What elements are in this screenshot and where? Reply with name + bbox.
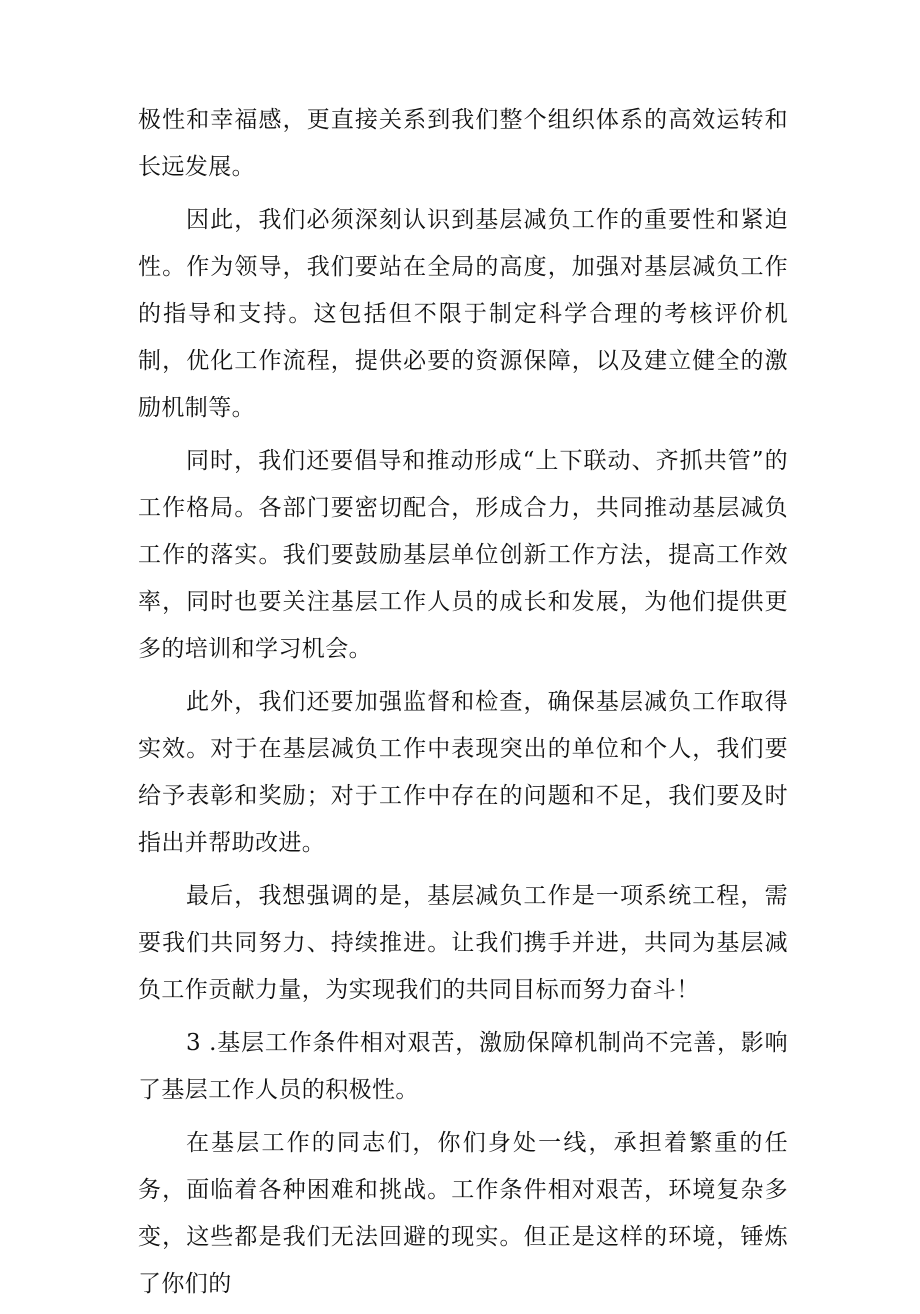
paragraph-supervision: 此外，我们还要加强监督和检查，确保基层减负工作取得实效。对于在基层减负工作中表现突出的单位和个人，我们要给予表彰和奖励；对于工作中存在的问题和不足，我们要及时指出并帮助改进。 [138,689,788,856]
paragraph-coordination: 同时，我们还要倡导和推动形成“上下联动、齐抓共管”的工作格局。各部门要密切配合，形成合力，共同推动基层减负工作的落实。我们要鼓励基层单位创新工作方法，提高工作效率，同时也要关注基层工作人员的成长和发展，为他们提供更多的培训和学习机会。 [138,448,788,662]
paragraph-frontline: 在基层工作的同志们，你们身处一线，承担着繁重的任务，面临着各种困难和挑战。工作条件相对艰苦，环境复杂多变，这些都是我们无法回避的现实。但正是这样的环境，锤炼了你们的 [138,1130,788,1297]
paragraph-importance: 因此，我们必须深刻认识到基层减负工作的重要性和紧迫性。作为领导，我们要站在全局的高度，加强对基层减负工作的指导和支持。这包括但不限于制定科学合理的考核评价机制，优化工作流程，提供必要的资源保障，以及建立健全的激励机制等。 [138,207,788,421]
section-heading: 3 .基层工作条件相对艰苦，激励保障机制尚不完善，影响了基层工作人员的积极性。 [138,1030,788,1103]
paragraph-continuation: 极性和幸福感，更直接关系到我们整个组织体系的高效运转和长远发展。 [138,107,788,180]
paragraph-conclusion: 最后，我想强调的是，基层减负工作是一项系统工程，需要我们共同努力、持续推进。让我们携手并进，共同为基层减负工作贡献力量，为实现我们的共同目标而努力奋斗！ [138,883,788,1003]
document-body [138,97,788,1314]
